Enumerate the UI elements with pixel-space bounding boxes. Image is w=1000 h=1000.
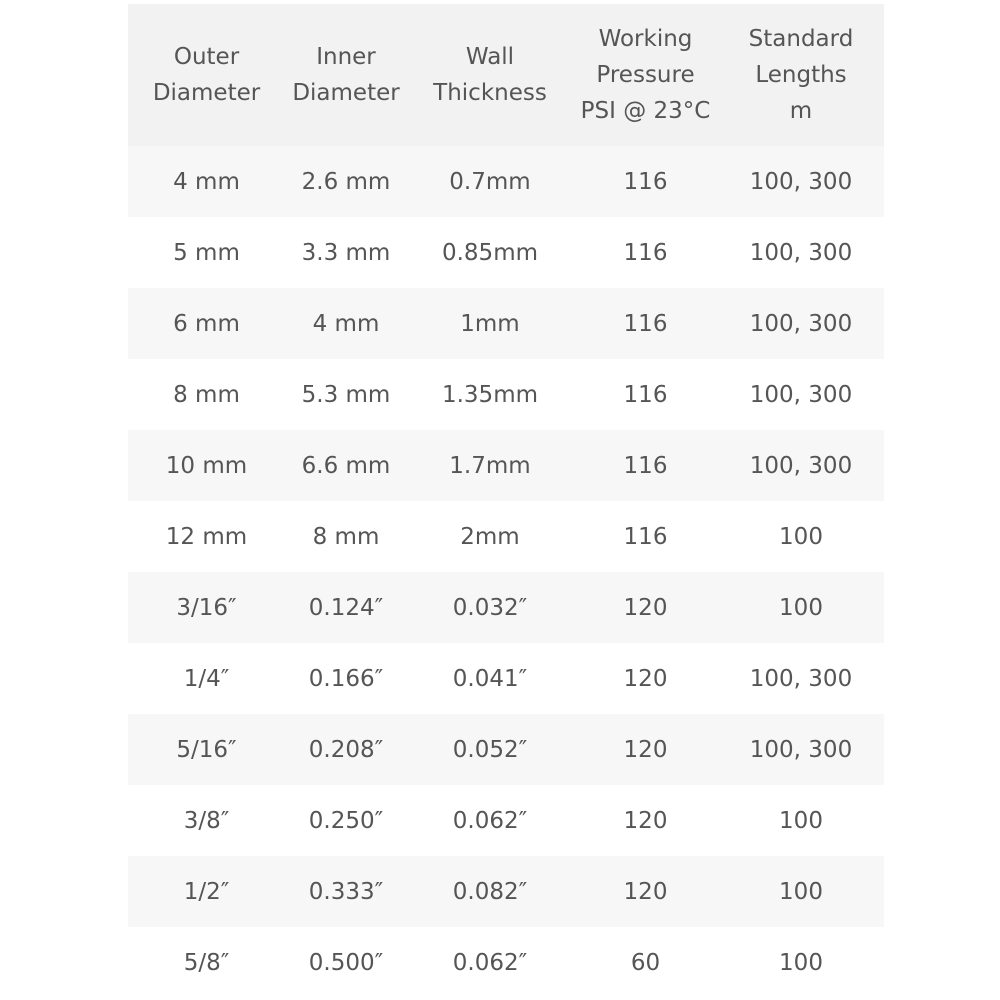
working-pressure-cell: 116 — [623, 168, 668, 195]
wall-thickness-cell: 0.041″ — [452, 665, 528, 692]
working-pressure-cell: 116 — [623, 239, 668, 266]
inner-diameter-cell: 0.208″ — [308, 736, 384, 763]
outer-diameter-cell: 5 mm — [173, 239, 240, 266]
standard-lengths-cell: 100, 300 — [749, 381, 853, 408]
inner-diameter-cell: 0.500″ — [308, 949, 384, 976]
outer-diameter-cell: 10 mm — [165, 452, 248, 479]
inner-diameter-cell: 2.6 mm — [301, 168, 391, 195]
outer-diameter-cell: 12 mm — [165, 523, 248, 550]
table-row — [128, 927, 884, 998]
table-row — [128, 146, 884, 217]
wall-thickness-cell: 1.35mm — [441, 381, 539, 408]
working-pressure-cell: 116 — [623, 381, 668, 408]
inner-diameter-cell: 0.250″ — [308, 807, 384, 834]
outer-diameter-cell: 1/4″ — [183, 665, 230, 692]
outer-diameter-cell: 8 mm — [173, 381, 240, 408]
header-wall-thickness: Wall Thickness — [433, 44, 547, 106]
outer-diameter-cell: 1/2″ — [183, 878, 230, 905]
working-pressure-cell: 120 — [623, 736, 668, 763]
wall-thickness-cell: 2mm — [460, 523, 520, 550]
table-header-row — [128, 4, 884, 146]
working-pressure-cell: 116 — [623, 452, 668, 479]
standard-lengths-cell: 100 — [779, 949, 823, 976]
wall-thickness-cell: 1.7mm — [449, 452, 531, 479]
inner-diameter-cell: 3.3 mm — [301, 239, 391, 266]
standard-lengths-cell: 100, 300 — [749, 736, 853, 763]
working-pressure-cell: 120 — [623, 878, 668, 905]
standard-lengths-cell: 100 — [779, 878, 823, 905]
table-row — [128, 501, 884, 572]
header-inner-diameter: Inner Diameter — [292, 44, 400, 106]
outer-diameter-cell: 6 mm — [173, 310, 240, 337]
tubing-spec-table — [128, 4, 884, 998]
working-pressure-cell: 120 — [623, 807, 668, 834]
table-row — [128, 359, 884, 430]
table-row — [128, 572, 884, 643]
standard-lengths-cell: 100 — [779, 594, 823, 621]
standard-lengths-cell: 100 — [779, 523, 823, 550]
wall-thickness-cell: 0.7mm — [449, 168, 531, 195]
inner-diameter-cell: 5.3 mm — [301, 381, 391, 408]
working-pressure-cell: 116 — [623, 310, 668, 337]
inner-diameter-cell: 6.6 mm — [301, 452, 391, 479]
header-working-pressure: Working Pressure PSI @ 23°C — [580, 26, 711, 124]
standard-lengths-cell: 100, 300 — [749, 239, 853, 266]
tubing-spec-table-container — [128, 4, 884, 998]
table-row — [128, 643, 884, 714]
working-pressure-cell: 60 — [630, 949, 661, 976]
table-row — [128, 288, 884, 359]
table-row — [128, 785, 884, 856]
inner-diameter-cell: 0.333″ — [308, 878, 384, 905]
working-pressure-cell: 120 — [623, 665, 668, 692]
wall-thickness-cell: 0.082″ — [452, 878, 528, 905]
outer-diameter-cell: 4 mm — [173, 168, 240, 195]
working-pressure-cell: 120 — [623, 594, 668, 621]
wall-thickness-cell: 0.052″ — [452, 736, 528, 763]
outer-diameter-cell: 5/8″ — [183, 949, 230, 976]
table-row — [128, 856, 884, 927]
standard-lengths-cell: 100, 300 — [749, 452, 853, 479]
inner-diameter-cell: 8 mm — [312, 523, 380, 550]
wall-thickness-cell: 1mm — [460, 310, 520, 337]
table-row — [128, 217, 884, 288]
header-standard-lengths: Standard Lengths m — [748, 26, 854, 124]
standard-lengths-cell: 100, 300 — [749, 168, 853, 195]
table-body — [128, 146, 884, 998]
table-row — [128, 714, 884, 785]
inner-diameter-cell: 4 mm — [312, 310, 380, 337]
outer-diameter-cell: 3/8″ — [183, 807, 230, 834]
wall-thickness-cell: 0.85mm — [441, 239, 539, 266]
table-row — [128, 430, 884, 501]
wall-thickness-cell: 0.062″ — [452, 949, 528, 976]
outer-diameter-cell: 3/16″ — [176, 594, 237, 621]
inner-diameter-cell: 0.166″ — [308, 665, 384, 692]
working-pressure-cell: 116 — [623, 523, 668, 550]
inner-diameter-cell: 0.124″ — [308, 594, 384, 621]
header-outer-diameter: Outer Diameter — [152, 44, 261, 106]
outer-diameter-cell: 5/16″ — [176, 736, 237, 763]
standard-lengths-cell: 100 — [779, 807, 823, 834]
standard-lengths-cell: 100, 300 — [749, 310, 853, 337]
wall-thickness-cell: 0.032″ — [452, 594, 528, 621]
wall-thickness-cell: 0.062″ — [452, 807, 528, 834]
standard-lengths-cell: 100, 300 — [749, 665, 853, 692]
